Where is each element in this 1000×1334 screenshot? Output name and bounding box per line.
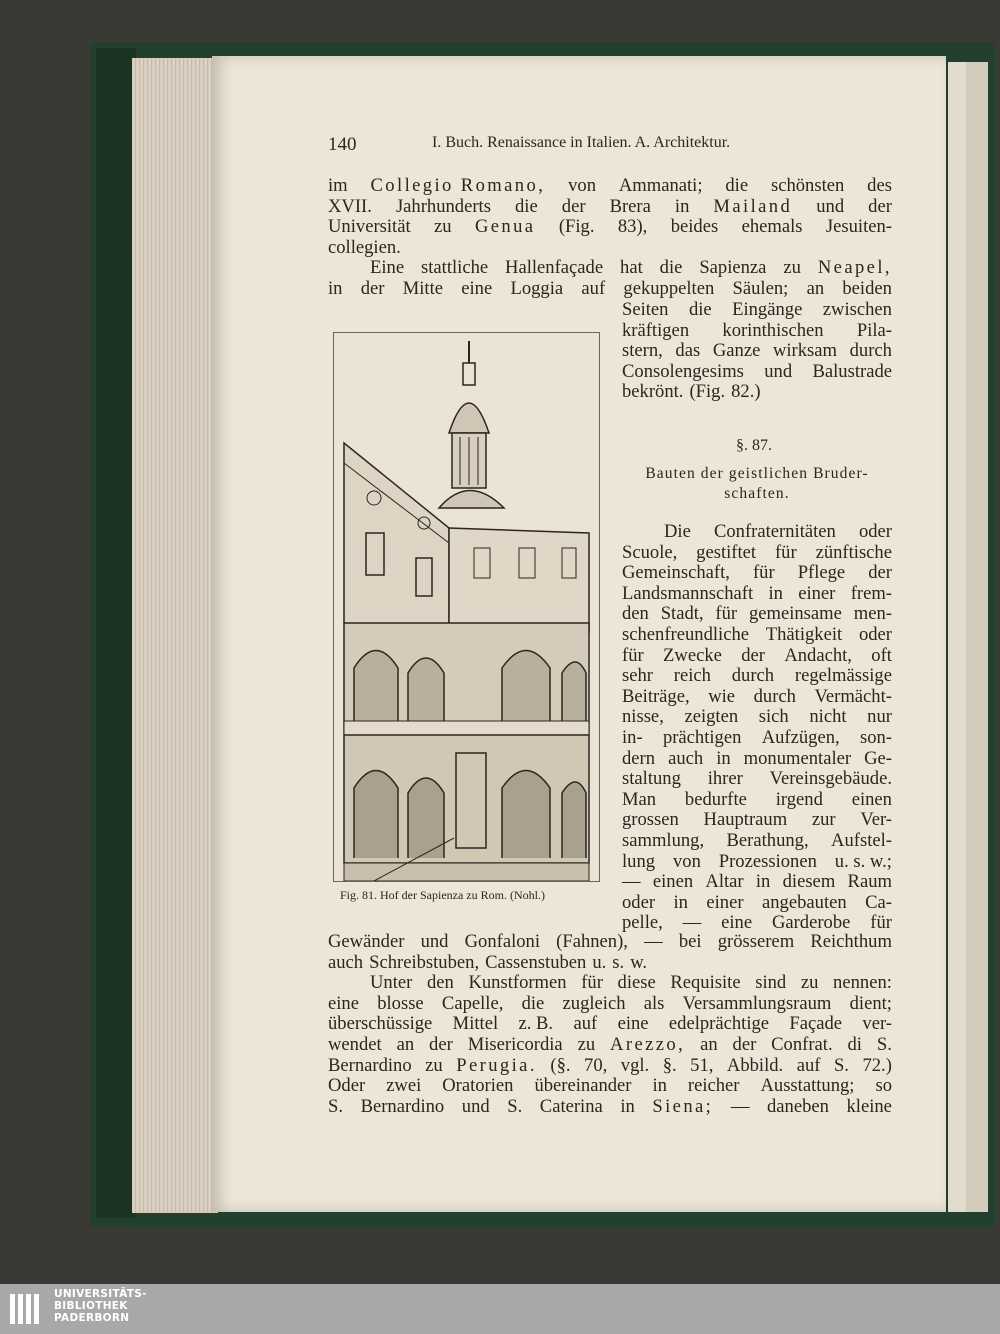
facing-page-shadow xyxy=(966,62,988,1212)
word: stern, xyxy=(622,340,663,362)
word: XVII. xyxy=(328,195,372,217)
word: auch xyxy=(668,747,704,769)
word: Mitte xyxy=(402,277,444,299)
text-line xyxy=(622,604,892,625)
word: in xyxy=(768,582,783,604)
library-name xyxy=(54,1288,147,1324)
word: angebauten xyxy=(762,891,847,913)
word: die xyxy=(725,175,749,196)
word: und xyxy=(816,195,845,217)
text-line xyxy=(622,584,892,605)
word: durch xyxy=(731,665,775,687)
word: an xyxy=(806,277,825,299)
word: Berathung, xyxy=(726,829,809,851)
word: Pila- xyxy=(856,319,892,341)
word: sich xyxy=(758,706,789,728)
word: — xyxy=(682,912,702,934)
text-line xyxy=(622,646,892,667)
word: Bernardino xyxy=(328,1054,412,1076)
word: Confraternitäten xyxy=(713,521,836,542)
word: oder xyxy=(622,891,656,913)
word: eine xyxy=(461,277,493,299)
word: Façade xyxy=(789,1013,843,1035)
word: zeigten xyxy=(684,706,739,728)
word: grossen xyxy=(622,809,679,831)
word: den xyxy=(622,603,649,625)
word: regelmässige xyxy=(794,665,892,687)
word: schenfreundliche xyxy=(622,623,749,645)
text-line xyxy=(622,321,892,342)
figure-caption: Fig. 81. Hof der Sapienza zu Rom. (Nohl.) xyxy=(340,888,545,902)
word: blosse xyxy=(377,992,424,1014)
word: son- xyxy=(859,726,892,748)
word: Eine xyxy=(370,257,405,279)
text-line xyxy=(622,790,892,811)
paragraph-top xyxy=(328,176,892,300)
word: sammlung, xyxy=(622,829,705,851)
word: Die xyxy=(664,521,691,542)
word: der xyxy=(868,195,892,217)
section-number: §. 87. xyxy=(736,437,772,454)
text-line xyxy=(622,625,892,646)
word: diesem xyxy=(782,871,836,893)
word: Kunstformen xyxy=(468,972,567,994)
word: reicher xyxy=(687,1075,740,1097)
word: bei xyxy=(678,931,702,952)
word: Schreibstuben, xyxy=(369,951,480,973)
word: auch xyxy=(328,951,364,973)
word: und xyxy=(420,931,449,952)
word: die xyxy=(521,992,545,1014)
word: der xyxy=(868,562,892,584)
word: Versammlungsraum xyxy=(682,992,832,1014)
word: einer xyxy=(798,582,836,604)
word: ver- xyxy=(862,1013,892,1035)
word: für xyxy=(752,562,775,584)
word: der xyxy=(732,1033,757,1055)
word: Jesuiten- xyxy=(825,216,892,238)
word: Aufstel- xyxy=(831,829,892,851)
word: für xyxy=(581,972,603,994)
word: nicht xyxy=(809,706,847,728)
word: des xyxy=(867,175,892,196)
word: in xyxy=(328,277,343,299)
word: durch xyxy=(753,685,796,707)
word: an xyxy=(396,1033,415,1055)
word: Landsmannschaft xyxy=(622,582,754,604)
word: gemeinsame xyxy=(748,603,842,625)
word: sind xyxy=(755,972,787,994)
word: zu xyxy=(425,1054,443,1076)
text-line xyxy=(328,1014,892,1035)
word: 82.) xyxy=(731,381,761,403)
word: kräftigen xyxy=(622,319,690,341)
word: Ver- xyxy=(860,809,892,831)
word: zünftische xyxy=(815,541,892,563)
word: Gemeinschaft, xyxy=(622,562,730,584)
word: Reichthum xyxy=(810,931,892,952)
word: das xyxy=(675,340,701,362)
word: Ganze xyxy=(712,340,761,362)
word: ehemals xyxy=(741,216,803,238)
word: von xyxy=(568,175,596,196)
word: übereinander xyxy=(534,1075,632,1097)
text-line xyxy=(328,1076,892,1097)
word: zur xyxy=(811,809,836,831)
library-name-line1: UNIVERSITÄTS- xyxy=(54,1288,147,1300)
word: so xyxy=(875,1075,892,1097)
text-line xyxy=(622,852,892,873)
word: beiden xyxy=(842,277,892,299)
word: Cassenstuben xyxy=(485,951,587,973)
word: ihrer xyxy=(707,768,743,790)
word: den xyxy=(426,972,454,994)
word: wendet xyxy=(328,1033,382,1055)
word: in xyxy=(620,1095,635,1117)
word: der xyxy=(741,644,765,666)
text-line xyxy=(622,810,892,831)
word: (Fig. xyxy=(689,381,726,403)
word: die xyxy=(659,257,683,279)
word: nur xyxy=(867,706,892,728)
word: Gonfaloni xyxy=(464,931,541,952)
word: monumentaler xyxy=(743,747,852,769)
text-line xyxy=(328,953,892,974)
text-line xyxy=(328,1056,892,1077)
word: auf xyxy=(581,277,606,299)
word: auf xyxy=(796,1054,821,1076)
word: nennen: xyxy=(833,972,892,994)
word: zu xyxy=(577,1033,596,1055)
text-line xyxy=(622,522,892,543)
library-name-line3: PADERBORN xyxy=(54,1312,130,1324)
word: zwei xyxy=(386,1075,422,1097)
word: dient; xyxy=(849,992,892,1014)
word: zu xyxy=(434,216,452,238)
word: korinthischen xyxy=(722,319,824,341)
text-line xyxy=(328,258,892,279)
word: — xyxy=(622,871,641,893)
word: Loggia xyxy=(510,277,564,299)
word: Säulen; xyxy=(732,277,789,299)
word: dern xyxy=(622,747,656,769)
word: Brera xyxy=(609,195,651,217)
word: in xyxy=(716,747,731,769)
word: men- xyxy=(853,603,892,625)
word: Capelle, xyxy=(441,992,504,1014)
word: — xyxy=(730,1095,750,1117)
word: nisse, xyxy=(622,706,664,728)
text-line xyxy=(622,728,892,749)
running-head: I. Buch. Renaissance in Italien. A. Architektur. xyxy=(432,134,731,151)
word: Thätigkeit xyxy=(765,623,843,645)
word: die xyxy=(688,299,712,320)
word: Stadt, xyxy=(660,603,704,625)
word: zugleich xyxy=(562,992,626,1014)
text-line xyxy=(622,749,892,770)
word: oder xyxy=(858,623,892,645)
word: eine xyxy=(328,992,359,1014)
word: Andacht, xyxy=(784,644,852,666)
word: bekrönt. xyxy=(622,381,684,403)
section-title-line1: Bauten der geistlichen Bruder- xyxy=(645,465,869,482)
word: einer xyxy=(706,891,744,913)
text-line xyxy=(328,973,892,994)
word: Aufzügen, xyxy=(761,726,840,748)
word: für xyxy=(622,644,644,666)
word: der xyxy=(561,195,586,217)
word: die xyxy=(515,195,538,217)
word: Beiträge, xyxy=(622,685,690,707)
word: frem- xyxy=(850,582,892,604)
word: — xyxy=(644,931,663,952)
word: oder xyxy=(858,521,892,542)
word: reich xyxy=(673,665,711,687)
word: Gewänder xyxy=(328,931,405,952)
word: Bernardino xyxy=(360,1095,445,1117)
word: prächtigen xyxy=(662,726,742,748)
word: überschüssige xyxy=(328,1013,433,1035)
word: auf xyxy=(573,1013,598,1035)
word: (§. xyxy=(550,1054,571,1076)
book-spine-edge xyxy=(96,48,136,1218)
word: an xyxy=(700,1033,718,1055)
word: in xyxy=(674,195,690,217)
paragraph-right-lower xyxy=(622,522,892,934)
word: Altar xyxy=(705,871,744,893)
word: daneben xyxy=(766,1095,829,1117)
text-line xyxy=(622,563,892,584)
word: vgl. xyxy=(620,1054,650,1076)
word: 83), xyxy=(617,216,648,238)
word: Universität xyxy=(328,216,411,238)
word: durch xyxy=(849,340,892,362)
text-line xyxy=(622,707,892,728)
word: wirksam xyxy=(772,340,837,362)
word: diese xyxy=(617,972,656,994)
text-line xyxy=(328,279,892,300)
word: für xyxy=(715,603,738,625)
courtyard-engraving-image xyxy=(334,333,599,881)
word: Arezzo, xyxy=(610,1033,686,1055)
text-line xyxy=(328,1035,892,1056)
word: wie xyxy=(708,685,736,707)
word: Misericordia xyxy=(467,1033,563,1055)
text-line xyxy=(622,687,892,708)
word: Jahrhunderts xyxy=(395,195,491,217)
word: di xyxy=(847,1033,862,1055)
word: S. xyxy=(507,1095,523,1117)
page-number: 140 xyxy=(328,134,357,155)
word: Vereinsgebäude. xyxy=(769,768,892,790)
word: Man xyxy=(622,788,657,810)
library-name-line2: BIBLIOTHEK xyxy=(54,1300,128,1312)
word: Collegio Romano, xyxy=(370,175,546,196)
word: Genua xyxy=(474,216,536,238)
word: collegien. xyxy=(328,236,401,258)
word: Mittel xyxy=(452,1013,499,1035)
word: grösserem xyxy=(717,931,795,952)
word: lung xyxy=(622,850,656,872)
paragraph-bottom xyxy=(328,932,892,1117)
text-line xyxy=(622,831,892,852)
word: Prozessionen xyxy=(718,850,817,872)
word: staltung xyxy=(622,768,681,790)
word: Caterina xyxy=(539,1095,603,1117)
word: Balustrade xyxy=(812,360,892,382)
text-line xyxy=(622,893,892,914)
word: (Fig. xyxy=(558,216,595,238)
word: und xyxy=(764,360,793,382)
word: zu xyxy=(800,972,819,994)
word: s. xyxy=(612,951,625,973)
word: 72.) xyxy=(862,1054,892,1076)
word: u. xyxy=(592,951,607,973)
word: in xyxy=(673,891,688,913)
word: Perugia. xyxy=(456,1054,537,1076)
word: (Fahnen), xyxy=(556,931,628,952)
word: und xyxy=(461,1095,490,1117)
word: Siena; xyxy=(652,1095,714,1117)
word: schönsten xyxy=(770,175,845,196)
page-block-edge xyxy=(132,58,218,1213)
word: sehr xyxy=(622,665,653,687)
word: kleine xyxy=(846,1095,892,1117)
word: gekuppelten xyxy=(623,277,715,299)
word: w. xyxy=(630,951,648,973)
word: irgend xyxy=(775,788,823,810)
word: Oder xyxy=(328,1075,366,1097)
word: hat xyxy=(620,257,643,279)
word: für xyxy=(774,541,797,563)
word: Ausstattung; xyxy=(760,1075,855,1097)
word: oft xyxy=(871,644,892,666)
word: beides xyxy=(670,216,719,238)
word: Garderobe xyxy=(771,912,851,934)
word: Hauptraum xyxy=(703,809,788,831)
word: Abbild. xyxy=(726,1054,784,1076)
word: pelle, xyxy=(622,912,663,934)
text-line xyxy=(622,362,892,383)
word: in- xyxy=(622,726,643,748)
word: edelprächtige xyxy=(668,1013,770,1035)
word: 51, xyxy=(690,1054,714,1076)
text-line xyxy=(622,341,892,362)
word: Confrat. xyxy=(771,1033,833,1055)
word: in xyxy=(652,1075,667,1097)
word: u. s. w.; xyxy=(834,850,892,872)
word: Mailand xyxy=(713,195,793,217)
word: in xyxy=(755,871,771,893)
word: für xyxy=(870,912,892,934)
word: z. B. xyxy=(518,1013,554,1035)
word: Sapienza xyxy=(699,257,767,279)
word: Vermächt- xyxy=(814,685,892,707)
text-line xyxy=(622,769,892,790)
word: als xyxy=(643,992,665,1014)
text-line xyxy=(622,300,892,321)
word: Ca- xyxy=(865,891,892,913)
word: S. xyxy=(876,1033,892,1055)
text-line xyxy=(622,382,892,403)
word: stattliche xyxy=(421,257,489,279)
text-line xyxy=(622,872,892,893)
word: einen xyxy=(652,871,694,893)
word: zu xyxy=(783,257,801,279)
figure-engraving xyxy=(333,332,600,882)
text-line xyxy=(328,197,892,218)
word: Eingänge xyxy=(732,299,803,320)
library-logo-icon xyxy=(8,1290,46,1328)
word: der xyxy=(429,1033,453,1055)
word: Ammanati; xyxy=(618,175,703,196)
word: Neapel, xyxy=(817,257,892,279)
word: Ge- xyxy=(864,747,892,769)
word: Oratorien xyxy=(442,1075,514,1097)
word: Zwecke xyxy=(663,644,722,666)
word: Hallenfaçade xyxy=(505,257,604,279)
word: Requisite xyxy=(670,972,741,994)
text-line xyxy=(328,238,892,259)
text-line xyxy=(622,666,892,687)
word: 70, xyxy=(584,1054,608,1076)
word: Unter xyxy=(370,972,413,994)
word: von xyxy=(672,850,701,872)
word: bedurfte xyxy=(684,788,747,810)
word: Consolengesims xyxy=(622,360,744,382)
footer-bar xyxy=(0,1284,1000,1334)
text-line xyxy=(622,543,892,564)
word: zwischen xyxy=(822,299,892,320)
word: im xyxy=(328,175,348,196)
text-line xyxy=(328,217,892,238)
word: einen xyxy=(851,788,892,810)
text-line xyxy=(328,932,892,953)
text-line xyxy=(328,994,892,1015)
text-line xyxy=(328,176,892,197)
word: §. xyxy=(662,1054,677,1076)
word: eine xyxy=(721,912,753,934)
paragraph-right-upper xyxy=(622,300,892,403)
section-title-line2: schaften. xyxy=(724,485,790,502)
word: S. xyxy=(833,1054,849,1076)
word: S. xyxy=(328,1095,343,1117)
text-line xyxy=(328,1097,892,1118)
word: eine xyxy=(617,1013,649,1035)
word: Pflege xyxy=(797,562,846,584)
word: gestiftet xyxy=(696,541,757,563)
word: Scuole, xyxy=(622,541,678,563)
word: Seiten xyxy=(622,299,669,320)
word: der xyxy=(360,277,385,299)
word: Raum xyxy=(847,871,892,893)
